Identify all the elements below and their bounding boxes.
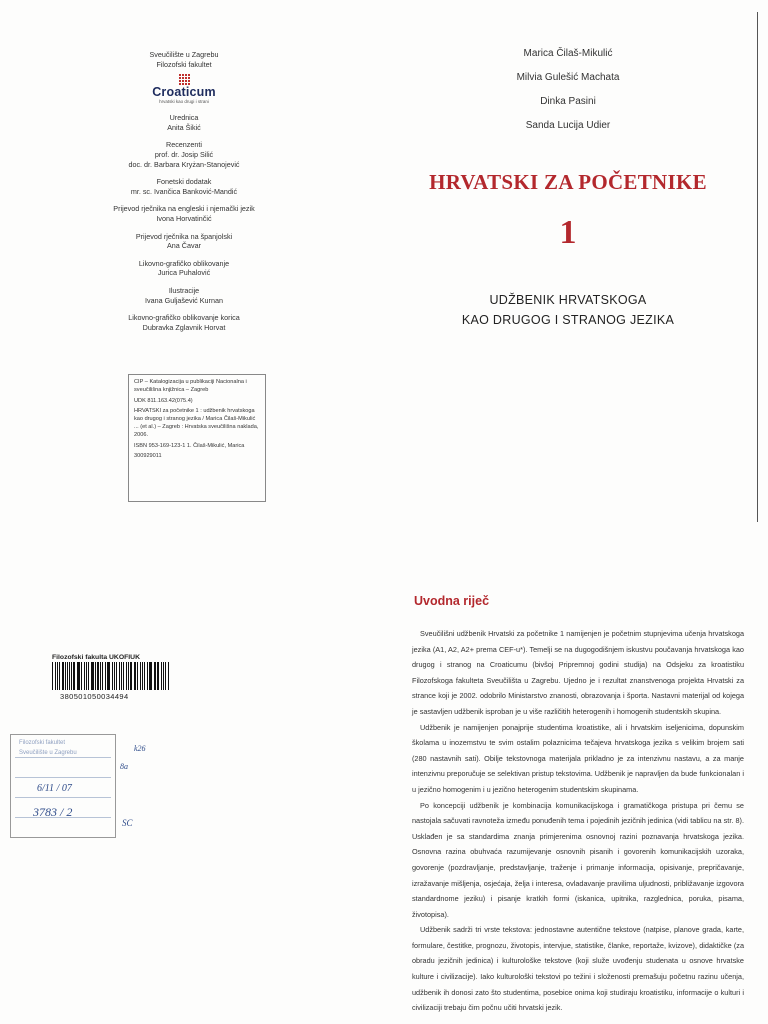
credit-block	[100, 113, 268, 132]
cip-line: CIP – Katalogizacija u publikaciji Nacionalna i sveučilišna knjižnica – Zagreb	[134, 379, 247, 393]
barcode-bar	[137, 662, 138, 690]
barcode-bar	[116, 662, 117, 690]
barcode-bar	[149, 662, 150, 690]
barcode-bar	[134, 662, 135, 690]
handwritten-note: k26	[134, 744, 146, 753]
subtitle-line: UDŽBENIK HRVATSKOGA	[489, 293, 647, 307]
barcode-bar	[165, 662, 166, 690]
barcode-bar	[92, 662, 93, 690]
barcode-bar	[126, 662, 127, 690]
credit-name: Jurica Puhalović	[157, 268, 211, 278]
barcode-number: 380501050034494	[60, 692, 129, 701]
barcode-bar	[52, 662, 53, 690]
barcode-icon	[52, 662, 170, 690]
barcode-bar	[130, 662, 132, 690]
book-subtitle	[404, 290, 732, 330]
cip-line: ISBN 953-169-123-1 1. Čilaš-Mikulić, Marica	[134, 442, 245, 449]
author-name: Marica Čilaš-Mikulić	[523, 48, 613, 59]
intro-body	[412, 626, 744, 1016]
handwritten-note: 8a	[120, 762, 128, 771]
credit-role: Likovno-grafičko oblikovanje	[138, 258, 230, 268]
volume-number: 1	[559, 214, 577, 251]
barcode-bar	[88, 662, 89, 690]
barcode-bar	[168, 662, 169, 690]
intro-paragraph: Sveučilišni udžbenik Hrvatski za početnike 1 namijenjen je početnim stupnjevima učenja hrvatskoga jezika (A1, A2, A2+ prema CEF-u*). Temelji se na dugogodišnjem iskustvu poučavanja hrvatskoga kao drugog i stranog na Croaticumu (bivšoj Pripremnoj godini studija) na Odsjeku za kroatistiku Filozofskoga fakulteta Sveučilišta u Zagrebu. Ujedno je i rezultat znanstvenoga projekta Hrvatski za strance koji je 2002. odobrilo Ministarstvo znanosti, obrazovanja i športa. Nastavni materijal od kojega je sastavljen udžbenik isproban je u više različitih heterogenih i homogenih studentskih skupina.	[412, 629, 744, 716]
credit-block	[100, 140, 268, 169]
barcode-bar	[108, 662, 110, 690]
library-page	[0, 522, 384, 1024]
barcode-bar	[150, 662, 152, 690]
library-stamp	[10, 734, 116, 838]
barcode-bar	[119, 662, 120, 690]
credit-name: Ivana Guljašević Kurnan	[145, 295, 223, 305]
handwritten-note: SC	[122, 818, 133, 828]
credit-name: Ana Čavar	[167, 241, 201, 251]
barcode-bar	[86, 662, 87, 690]
barcode-bar	[147, 662, 148, 690]
intro-page	[384, 522, 768, 1024]
credit-role: Prijevod rječnika na španjolski	[135, 231, 233, 241]
barcode-bar	[78, 662, 80, 690]
intro-heading: Uvodna riječ	[414, 594, 490, 608]
barcode-bar	[73, 662, 74, 690]
logo-text: Croaticum	[152, 85, 216, 100]
cip-line: HRVATSKI za početnike 1 : udžbenik hrvatskoga kao drugog i stranog jezika / Marica Čilaš-Mikulić ... (et al.) – Zagreb : Hrvatska sveučilišna naklada, 2006.	[134, 408, 259, 438]
credit-block	[100, 177, 268, 196]
barcode-bar	[107, 662, 108, 690]
credit-role: Urednica	[169, 113, 199, 123]
credit-name: prof. dr. Josip Silić	[154, 149, 214, 159]
credit-role: Ilustracije	[168, 285, 200, 295]
barcode-bar	[55, 662, 56, 690]
barcode-bar	[161, 662, 162, 690]
colophon	[100, 50, 268, 340]
barcode-bar	[67, 662, 68, 690]
barcode-bar	[140, 662, 141, 690]
cip-record	[128, 374, 266, 502]
scan-edge-right	[757, 12, 758, 522]
barcode-bar	[158, 662, 159, 690]
stamp-text: Sveučilište u Zagrebu	[19, 750, 77, 756]
barcode-bar	[81, 662, 82, 690]
intro-paragraph: Udžbenik sadrži tri vrste tekstova: jednostavne autentične tekstove (natpise, planove grada, karte, formulare, čestitke, prognozu, životopis, intervjue, statistike, članke, reportaže, kvizove), didaktičke (za obradu jezičnih jedinica) i kulturološke tekstove (koji služe uvođenju studenata u osnove hrvatske kulture i civilizacije). Iako kulturološki tekstovi po težini i složenosti premašuju početnu razinu učenja, udžbenik ih donosi zato što studentima, posebice onima koji studiraju kroatistiku, informacije o kulturi i civilizaciji trebaju čim počnu učiti hrvatski jezik.	[412, 925, 744, 1013]
barcode-bar	[135, 662, 136, 690]
barcode-bar	[154, 662, 155, 690]
barcode-bar	[69, 662, 70, 690]
logo-subtitle: hrvatski kao drugi i strani	[159, 99, 209, 105]
barcode-bar	[91, 662, 92, 690]
barcode-bar	[77, 662, 78, 690]
credit-name: mr. sc. Ivančica Banković-Mandić	[130, 186, 238, 196]
credit-role: Fonetski dodatak	[156, 177, 212, 187]
barcode-bar	[105, 662, 106, 690]
university-name: Sveučilište u Zagrebu	[149, 50, 219, 59]
barcode-bar	[59, 662, 60, 690]
barcode-bar	[128, 662, 129, 690]
credit-list	[100, 113, 268, 332]
author-list	[444, 42, 692, 138]
handwritten-note: 6/11 / 07	[37, 783, 72, 794]
barcode-bar	[112, 662, 113, 690]
barcode-bar	[100, 662, 101, 690]
barcode-bar	[65, 662, 66, 690]
intro-paragraph: Udžbenik je namijenjen ponajprije studentima kroatistike, ali i hrvatskim iseljenicima, dopunskim školama u inozemstvu te svim ostalim polaznicima tečajeva hrvatskoga jezika s velikim brojem sati (280 nastavnih sati). Obilje tekstovnoga materijala prikladno je za intenzivnu nastavu, a za manje intenzivnu preporučuje se selektivan pristup tekstovima. Udžbenik je napravljen da bude funkcionalan i u jezično homogenim i u jezično heterogenim studentskim skupinama.	[412, 722, 744, 794]
author-name: Dinka Pasini	[540, 96, 596, 107]
barcode-bar	[95, 662, 96, 690]
credit-block	[100, 204, 268, 223]
barcode-bar	[71, 662, 72, 690]
barcode-bar	[144, 662, 145, 690]
book-title: HRVATSKI ZA POČETNIKE	[429, 170, 707, 194]
croaticum-logo-icon	[178, 73, 190, 85]
colophon-page	[0, 0, 384, 522]
barcode-label: Filozofski fakulta UKOFIUK	[52, 654, 140, 661]
credit-name: Ivona Horvatinčić	[156, 213, 212, 223]
title-page	[384, 0, 768, 522]
barcode-bar	[123, 662, 124, 690]
credit-name: Anita Šikić	[167, 122, 201, 132]
stamp-text: Filozofski fakultet	[19, 740, 66, 746]
cip-line: UDK 811.163.42(075.4)	[134, 397, 193, 404]
barcode-bar	[163, 662, 164, 690]
credit-block	[100, 286, 268, 305]
author-name: Milvia Gulešić Machata	[516, 72, 620, 83]
barcode-bar	[121, 662, 122, 690]
credit-block	[100, 259, 268, 278]
author-name: Sanda Lucija Udier	[525, 120, 611, 131]
cip-line: 300929011	[134, 453, 162, 460]
barcode-bar	[102, 662, 103, 690]
intro-paragraph: Po koncepciji udžbenik je kombinacija komunikacijskoga i gramatičkoga pristupa pri čemu se nastojala sačuvati ravnoteža između ponuđenih tema i pojedinih jezičnih jedinica (vidi tablicu na str. 8). Usklađen je sa standardima znanja primjerenima osnovnoj razini poznavanja hrvatskoga jezika. Osnovna razina obuhvaća razumijevanje osnovnih pisanih i govorenih komunikacijskih uzoraka, govorenje (pozdravljanje, predstavljanje, traženje i primanje informacija, opisivanje, prepričavanje, izražavanje mišljenja, osjećaja, želja i interesa, ovladavanje pravilima uljudnosti, približavanje izgovora standardnome jeziku) i pisanje kratkih formi (iskanica, upitnika, razglednica, poruka, pisama, životopisa).	[412, 800, 744, 919]
handwritten-note: 3783 / 2	[33, 805, 73, 819]
faculty-name: Filozofski fakultet	[156, 59, 212, 69]
barcode-bar	[97, 662, 99, 690]
credit-block	[100, 313, 268, 332]
credit-block	[100, 232, 268, 251]
barcode-bar	[84, 662, 85, 690]
credit-role: Likovno-grafičko oblikovanje korica	[128, 313, 240, 323]
barcode-bar	[114, 662, 115, 690]
credit-name: doc. dr. Barbara Kryżan-Stanojević	[128, 159, 240, 169]
barcode-bar	[142, 662, 143, 690]
barcode-bar	[62, 662, 64, 690]
credit-name: Dubravka Zglavnik Horvat	[142, 322, 226, 332]
credit-role: Recenzenti	[166, 140, 202, 150]
credit-role: Prijevod rječnika na engleski i njemački jezik	[113, 204, 255, 214]
barcode-bar	[57, 662, 58, 690]
subtitle-line: KAO DRUGOG I STRANOG JEZIKA	[461, 313, 675, 327]
barcode-bar	[157, 662, 158, 690]
